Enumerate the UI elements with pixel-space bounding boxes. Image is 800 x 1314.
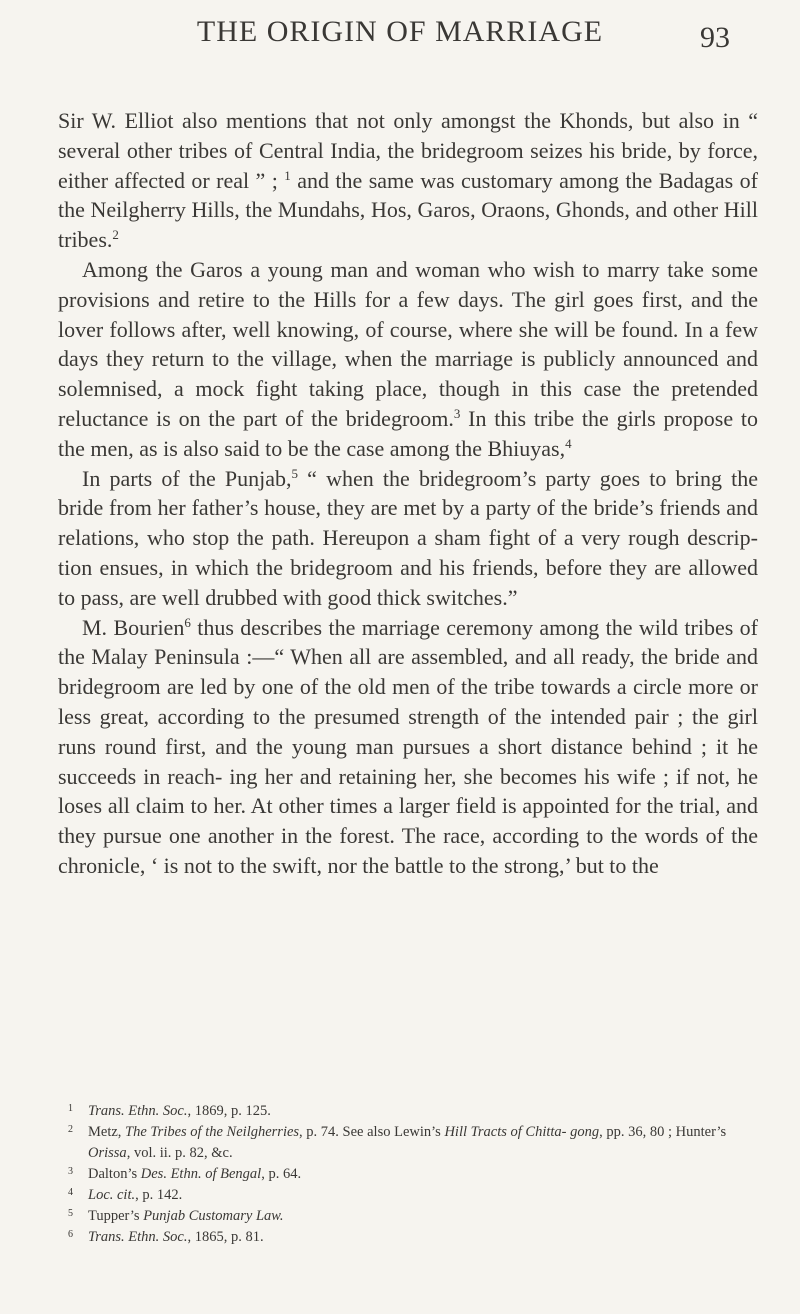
paragraph-text: Among the Garos a young man and woman who wish to marry take some provisions and retire to the Hills for a few days. The girl goes first, and the lover follows after, well knowing, of course, where she will be found. In a few days they return to the village, when the marriage is publicly announced and solemnised, a mock fight taking place, though in this case the pretended reluctance is on the part of the bridegroom. <box>58 256 758 431</box>
paragraph-text: Sir W. Elliot also mentions that not only amongst the Khonds, but also in “ several other tribes of Central India, the bridegroom seizes his bride, by force, either affected or real ” ; <box>58 108 758 193</box>
footnote <box>68 1206 758 1227</box>
footnote-text: , pp. 36, 80 ; Hunter’s <box>599 1124 727 1140</box>
footnote-number: 6 <box>68 1229 73 1240</box>
footnote <box>68 1227 758 1248</box>
footnotes <box>68 1101 758 1248</box>
footnote-number: 5 <box>68 1208 73 1219</box>
footnote-number: 4 <box>68 1187 73 1198</box>
footnote-reference: 5 <box>291 465 299 481</box>
footnote-text: Tupper’s <box>88 1208 144 1224</box>
footnote-title: The Tribes of the Neilgherries <box>125 1124 300 1140</box>
footnote-title: Loc. cit. <box>88 1187 136 1203</box>
footnote-reference: 2 <box>112 227 119 243</box>
footnote-text: Dalton’s <box>88 1166 141 1182</box>
paragraph-text: In parts of the Punjab, <box>82 465 292 491</box>
footnote-text: , 1869, p. 125. <box>187 1103 271 1119</box>
footnote <box>68 1122 758 1164</box>
paragraph <box>58 464 758 613</box>
footnote-text: , 1865, p. 81. <box>187 1229 264 1245</box>
footnote-text: Metz, <box>88 1124 126 1140</box>
footnote-text: , p. 142. <box>135 1187 183 1203</box>
paragraph-text: and the same was customary among the Badagas of the Neilgherry Hills, the Mundahs, Hos, Garos, Oraons, Ghonds, and other Hill tribes. <box>58 167 758 253</box>
paragraph-text: thus describes the marriage ceremony among the wild tribes of the Malay Peninsula :—“ When all are assembled, and all ready, the bride and bridegroom are led by one of the old men of the tribe towards a circle more or less great, according to the presumed strength of the intended pair ; the girl runs round first, and the young man pursues a short distance behind ; it he succeeds in reach- ing her and retaining her, she becomes his wife ; if not, he loses all claim to her. At other times a larger field is appointed for the trial, and they pursue one another in the forest. The race, according to the words of the chronicle, ‘ is not to the swift, nor the battle to the strong,’ but to the <box>58 614 758 878</box>
footnote-title: Trans. Ethn. Soc. <box>88 1229 188 1245</box>
footnote-text: , p. 64. <box>261 1166 302 1182</box>
page-number: 93 <box>700 21 730 54</box>
paragraph <box>58 255 758 464</box>
footnote <box>68 1101 758 1122</box>
footnote <box>68 1185 758 1206</box>
footnote-reference: 1 <box>284 167 291 183</box>
footnote-number: 1 <box>68 1103 73 1114</box>
footnote-reference: 6 <box>184 614 191 630</box>
footnote-text: , p. 74. See also Lewin’s <box>299 1124 445 1140</box>
footnote-number: 2 <box>68 1124 73 1135</box>
footnote-title: Des. Ethn. of Bengal <box>140 1166 262 1182</box>
paragraph <box>58 106 758 255</box>
footnote-number: 3 <box>68 1166 73 1177</box>
page-header <box>40 6 760 56</box>
footnote-text: , vol. ii. p. 82, &c. <box>126 1145 233 1161</box>
footnote-title: Punjab Customary Law. <box>143 1208 284 1224</box>
paragraph-text: “ when the bridegroom’s party goes to bring the bride from her father’s house, they are met by a party of the bride’s friends and relations, who stop the path. Hereupon a sham fight of a very rough descrip- tion ensues, in which the bridegroom and his friends, before they are allowed to pass, are well drubbed with good thick switches.” <box>58 465 758 610</box>
footnote-title: Hill Tracts of Chitta- gong <box>444 1124 600 1140</box>
footnote-title: Trans. Ethn. Soc. <box>88 1103 188 1119</box>
footnote-reference: 3 <box>453 405 461 421</box>
paragraph-text: In this tribe the girls propose to the men, as is also said to be the case among the Bhiuyas, <box>58 405 758 461</box>
paragraph-text: M. Bourien <box>82 614 185 640</box>
body-text <box>58 106 758 881</box>
paragraph <box>58 613 758 881</box>
footnote-reference: 4 <box>565 435 572 451</box>
footnote-title: Orissa <box>88 1145 127 1161</box>
footnote <box>68 1164 758 1185</box>
running-head: THE ORIGIN OF MARRIAGE <box>196 15 604 48</box>
